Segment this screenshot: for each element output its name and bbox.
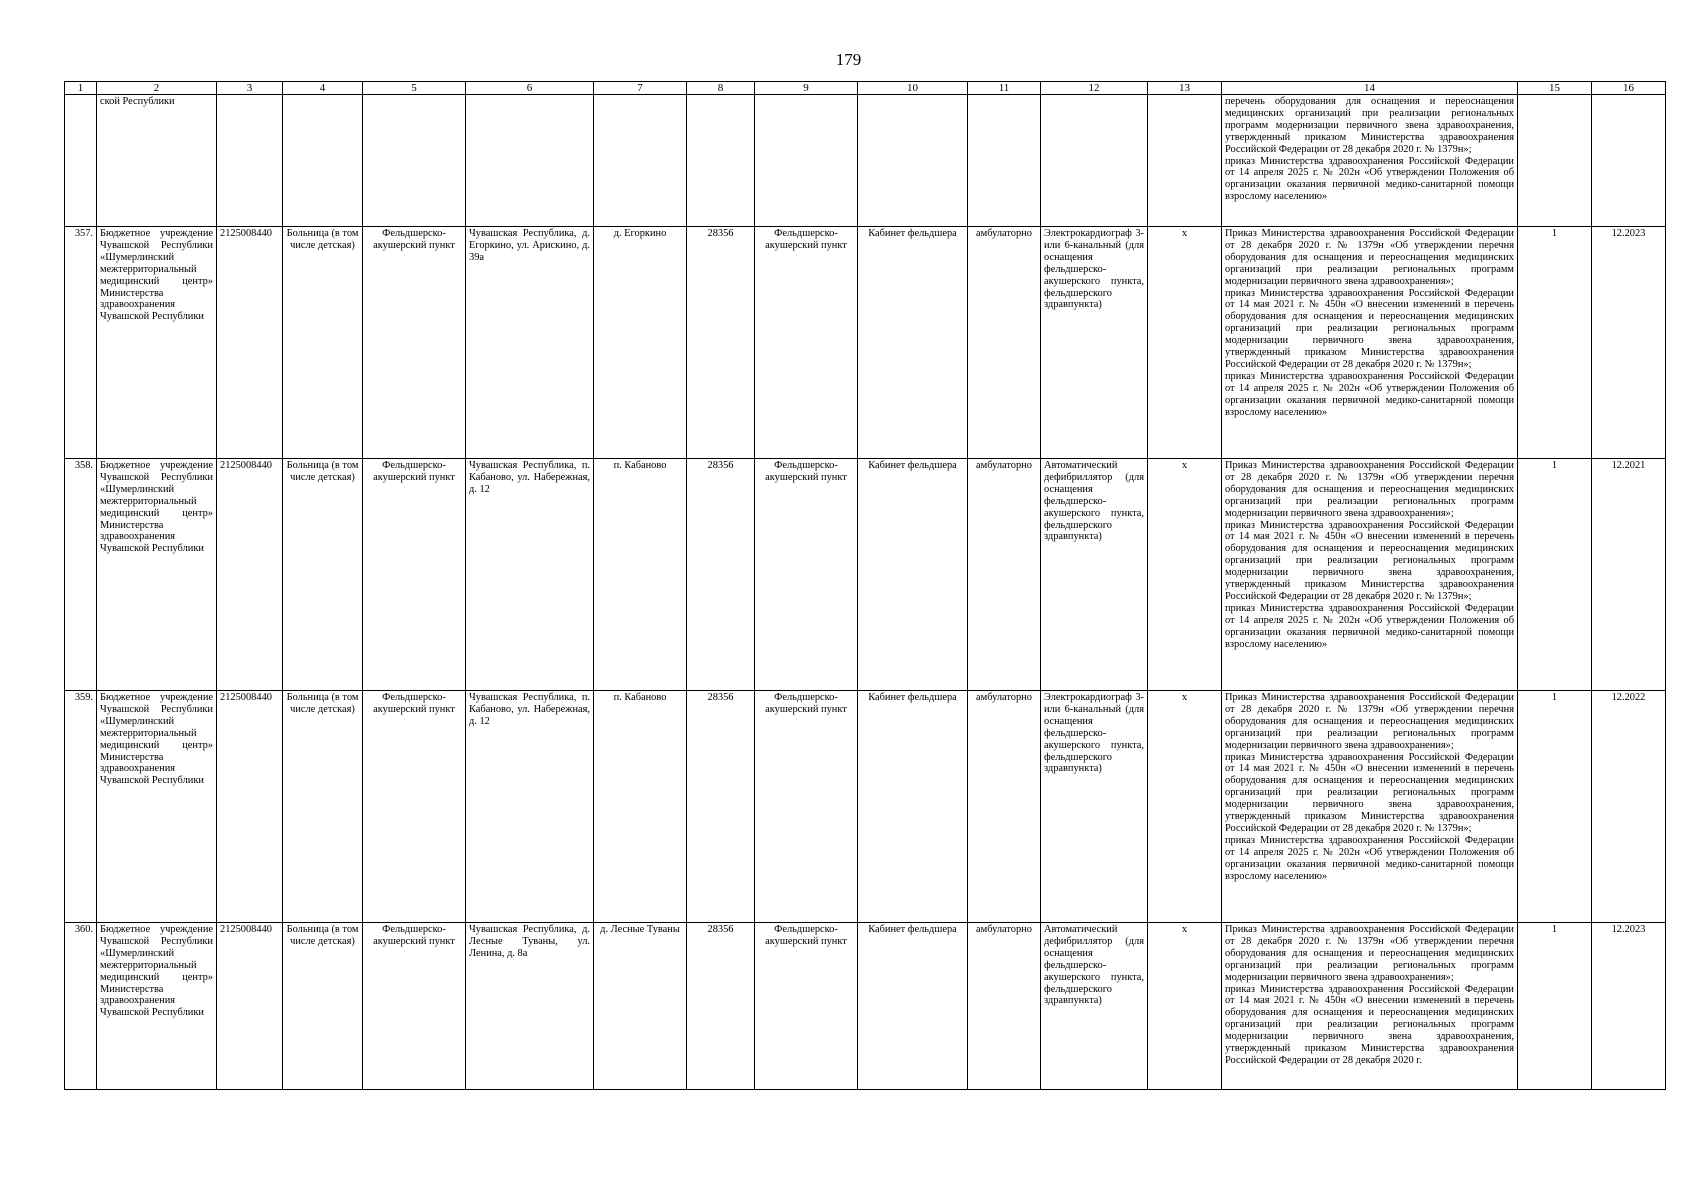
quantity-cell: 1 xyxy=(1518,691,1592,923)
mark-cell: х xyxy=(1148,691,1222,923)
unit-type-cell: Фельдшерско-акушерский пункт xyxy=(363,227,466,459)
inn-cell: 2125008440 xyxy=(217,923,283,1090)
document-paragraph: приказ Министерства здравоохранения Российской Федерации от 14 апреля 2025 г. № 202н «Об утверждении Положения об организации оказания первичной медико-санитарной помощи взрослому населению» xyxy=(1225,834,1514,882)
column-header: 3 xyxy=(217,82,283,95)
quantity-cell xyxy=(1518,95,1592,227)
column-header: 12 xyxy=(1041,82,1148,95)
document-paragraph: приказ Министерства здравоохранения Российской Федерации от 14 апреля 2025 г. № 202н «Об утверждении Положения об организации оказания первичной медико-санитарной помощи взрослому населению» xyxy=(1225,155,1514,203)
column-number-header-row xyxy=(65,82,1666,95)
org-name-cell: Бюджетное учреждение Чувашской Республики «Шумерлинский межтерриториальный медицинский центр» Министерства здравоохранения Чувашской Республики xyxy=(97,691,217,923)
subdivision-cell: Фельдшерско-акушерский пункт xyxy=(755,691,858,923)
subdivision-cell xyxy=(755,95,858,227)
row-number-cell: 360. xyxy=(65,923,97,1090)
condition-cell xyxy=(968,95,1041,227)
column-header: 15 xyxy=(1518,82,1592,95)
column-header: 5 xyxy=(363,82,466,95)
unit-type-cell xyxy=(363,95,466,227)
code-cell: 28356 xyxy=(687,691,755,923)
document-paragraph: приказ Министерства здравоохранения Российской Федерации от 14 мая 2021 г. № 450н «О внесении изменений в перечень оборудования для оснащения и переоснащения медицинских организаций при реализации региональных программ модернизации первичного звена здравоохранения, утвержденный приказом Министерства здравоохранения Российской Федерации от 28 декабря 2020 г. № 1379н»; xyxy=(1225,751,1514,834)
documents-cell xyxy=(1222,95,1518,227)
subdivision-cell: Фельдшерско-акушерский пункт xyxy=(755,923,858,1090)
subdivision-cell: Фельдшерско-акушерский пункт xyxy=(755,227,858,459)
document-paragraph: приказ Министерства здравоохранения Российской Федерации от 14 мая 2021 г. № 450н «О внесении изменений в перечень оборудования для оснащения и переоснащения медицинских организаций при реализации региональных программ модернизации первичного звена здравоохранения, утвержденный приказом Министерства здравоохранения Российской Федерации от 28 декабря 2020 г. xyxy=(1225,983,1514,1066)
unit-type-cell: Фельдшерско-акушерский пункт xyxy=(363,691,466,923)
code-cell: 28356 xyxy=(687,227,755,459)
row-number-cell xyxy=(65,95,97,227)
quantity-cell: 1 xyxy=(1518,459,1592,691)
code-cell: 28356 xyxy=(687,459,755,691)
document-paragraph: Приказ Министерства здравоохранения Российской Федерации от 28 декабря 2020 г. № 1379н «Об утверждении перечня оборудования для оснащения и переоснащения медицинских организаций при реализации региональных программ модернизации первичного звена здравоохранения»; xyxy=(1225,460,1514,519)
table-row xyxy=(65,923,1666,1090)
cabinet-cell: Кабинет фельдшера xyxy=(858,227,968,459)
address-cell xyxy=(466,95,594,227)
table-row xyxy=(65,227,1666,459)
org-name-cell: Бюджетное учреждение Чувашской Республики «Шумерлинский межтерриториальный медицинский центр» Министерства здравоохранения Чувашской Республики xyxy=(97,923,217,1090)
cabinet-cell xyxy=(858,95,968,227)
document-paragraph: Приказ Министерства здравоохранения Российской Федерации от 28 декабря 2020 г. № 1379н «Об утверждении перечня оборудования для оснащения и переоснащения медицинских организаций при реализации региональных программ модернизации первичного звена здравоохранения»; xyxy=(1225,228,1514,287)
column-header: 1 xyxy=(65,82,97,95)
condition-cell: амбулаторно xyxy=(968,923,1041,1090)
column-header: 4 xyxy=(283,82,363,95)
inn-cell xyxy=(217,95,283,227)
org-type-cell xyxy=(283,95,363,227)
condition-cell: амбулаторно xyxy=(968,459,1041,691)
column-header: 13 xyxy=(1148,82,1222,95)
documents-cell xyxy=(1222,691,1518,923)
date-cell: 12.2023 xyxy=(1592,923,1666,1090)
mark-cell xyxy=(1148,95,1222,227)
inn-cell: 2125008440 xyxy=(217,691,283,923)
cabinet-cell: Кабинет фельдшера xyxy=(858,459,968,691)
org-name-cell: Бюджетное учреждение Чувашской Республики «Шумерлинский межтерриториальный медицинский центр» Министерства здравоохранения Чувашской Республики xyxy=(97,227,217,459)
cabinet-cell: Кабинет фельдшера xyxy=(858,691,968,923)
code-cell: 28356 xyxy=(687,923,755,1090)
locality-cell: д. Егоркино xyxy=(594,227,687,459)
documents-cell xyxy=(1222,923,1518,1090)
equipment-cell: Электрокардиограф 3- или 6-канальный (для оснащения фельдшерско-акушерского пункта, фельдшерского здравпункта) xyxy=(1041,691,1148,923)
address-cell: Чувашская Республика, д. Егоркино, ул. Арискино, д. 39а xyxy=(466,227,594,459)
org-type-cell: Больница (в том числе детская) xyxy=(283,459,363,691)
locality-cell: д. Лесные Туваны xyxy=(594,923,687,1090)
locality-cell: п. Кабаново xyxy=(594,459,687,691)
address-cell: Чувашская Республика, д. Лесные Туваны, ул. Ленина, д. 8а xyxy=(466,923,594,1090)
documents-cell xyxy=(1222,227,1518,459)
mark-cell: х xyxy=(1148,923,1222,1090)
mark-cell: х xyxy=(1148,459,1222,691)
address-cell: Чувашская Республика, п. Кабаново, ул. Набережная, д. 12 xyxy=(466,691,594,923)
column-header: 14 xyxy=(1222,82,1518,95)
document-paragraph: перечень оборудования для оснащения и переоснащения медицинских организаций при реализации региональных программ модернизации первичного звена здравоохранения, утвержденный приказом Министерства здравоохранения Российской Федерации от 28 декабря 2020 г. № 1379н»; xyxy=(1225,96,1514,155)
column-header: 9 xyxy=(755,82,858,95)
documents-cell xyxy=(1222,459,1518,691)
inn-cell: 2125008440 xyxy=(217,227,283,459)
column-header: 16 xyxy=(1592,82,1666,95)
column-header: 11 xyxy=(968,82,1041,95)
org-type-cell: Больница (в том числе детская) xyxy=(283,923,363,1090)
date-cell: 12.2023 xyxy=(1592,227,1666,459)
date-cell: 12.2022 xyxy=(1592,691,1666,923)
date-cell xyxy=(1592,95,1666,227)
org-type-cell: Больница (в том числе детская) xyxy=(283,227,363,459)
unit-type-cell: Фельдшерско-акушерский пункт xyxy=(363,459,466,691)
date-cell: 12.2021 xyxy=(1592,459,1666,691)
document-paragraph: Приказ Министерства здравоохранения Российской Федерации от 28 декабря 2020 г. № 1379н «Об утверждении перечня оборудования для оснащения и переоснащения медицинских организаций при реализации региональных программ модернизации первичного звена здравоохранения»; xyxy=(1225,924,1514,983)
mark-cell: х xyxy=(1148,227,1222,459)
address-cell: Чувашская Республика, п. Кабаново, ул. Набережная, д. 12 xyxy=(466,459,594,691)
locality-cell xyxy=(594,95,687,227)
page-number: 179 xyxy=(835,50,862,69)
unit-type-cell: Фельдшерско-акушерский пункт xyxy=(363,923,466,1090)
row-number-cell: 358. xyxy=(65,459,97,691)
document-paragraph: приказ Министерства здравоохранения Российской Федерации от 14 апреля 2025 г. № 202н «Об утверждении Положения об организации оказания первичной медико-санитарной помощи взрослому населению» xyxy=(1225,370,1514,418)
document-paragraph: приказ Министерства здравоохранения Российской Федерации от 14 апреля 2025 г. № 202н «Об утверждении Положения об организации оказания первичной медико-санитарной помощи взрослому населению» xyxy=(1225,602,1514,650)
equipment-register-table xyxy=(64,81,1666,1090)
document-paragraph: приказ Министерства здравоохранения Российской Федерации от 14 мая 2021 г. № 450н «О внесении изменений в перечень оборудования для оснащения и переоснащения медицинских организаций при реализации региональных программ модернизации первичного звена здравоохранения, утвержденный приказом Министерства здравоохранения Российской Федерации от 28 декабря 2020 г. № 1379н»; xyxy=(1225,519,1514,602)
equipment-cell xyxy=(1041,95,1148,227)
table-row xyxy=(65,459,1666,691)
quantity-cell: 1 xyxy=(1518,923,1592,1090)
subdivision-cell: Фельдшерско-акушерский пункт xyxy=(755,459,858,691)
condition-cell: амбулаторно xyxy=(968,227,1041,459)
org-type-cell: Больница (в том числе детская) xyxy=(283,691,363,923)
equipment-cell: Электрокардиограф 3- или 6-канальный (для оснащения фельдшерско-акушерского пункта, фельдшерского здравпункта) xyxy=(1041,227,1148,459)
inn-cell: 2125008440 xyxy=(217,459,283,691)
equipment-cell: Автоматический дефибриллятор (для оснащения фельдшерско-акушерского пункта, фельдшерского здравпункта) xyxy=(1041,459,1148,691)
cabinet-cell: Кабинет фельдшера xyxy=(858,923,968,1090)
condition-cell: амбулаторно xyxy=(968,691,1041,923)
locality-cell: п. Кабаново xyxy=(594,691,687,923)
org-name-cell: Бюджетное учреждение Чувашской Республики «Шумерлинский межтерриториальный медицинский центр» Министерства здравоохранения Чувашской Республики xyxy=(97,459,217,691)
quantity-cell: 1 xyxy=(1518,227,1592,459)
table-row xyxy=(65,691,1666,923)
column-header: 2 xyxy=(97,82,217,95)
row-number-cell: 359. xyxy=(65,691,97,923)
column-header: 8 xyxy=(687,82,755,95)
table-row-continuation xyxy=(65,95,1666,227)
document-paragraph: Приказ Министерства здравоохранения Российской Федерации от 28 декабря 2020 г. № 1379н «Об утверждении перечня оборудования для оснащения и переоснащения медицинских организаций при реализации региональных программ модернизации первичного звена здравоохранения»; xyxy=(1225,692,1514,751)
code-cell xyxy=(687,95,755,227)
row-number-cell: 357. xyxy=(65,227,97,459)
document-paragraph: приказ Министерства здравоохранения Российской Федерации от 14 мая 2021 г. № 450н «О внесении изменений в перечень оборудования для оснащения и переоснащения медицинских организаций при реализации региональных программ модернизации первичного звена здравоохранения, утвержденный приказом Министерства здравоохранения Российской Федерации от 28 декабря 2020 г. № 1379н»; xyxy=(1225,287,1514,370)
org-name-cell: ской Республики xyxy=(97,95,217,227)
equipment-cell: Автоматический дефибриллятор (для оснащения фельдшерско-акушерского пункта, фельдшерского здравпункта) xyxy=(1041,923,1148,1090)
column-header: 6 xyxy=(466,82,594,95)
column-header: 7 xyxy=(594,82,687,95)
column-header: 10 xyxy=(858,82,968,95)
